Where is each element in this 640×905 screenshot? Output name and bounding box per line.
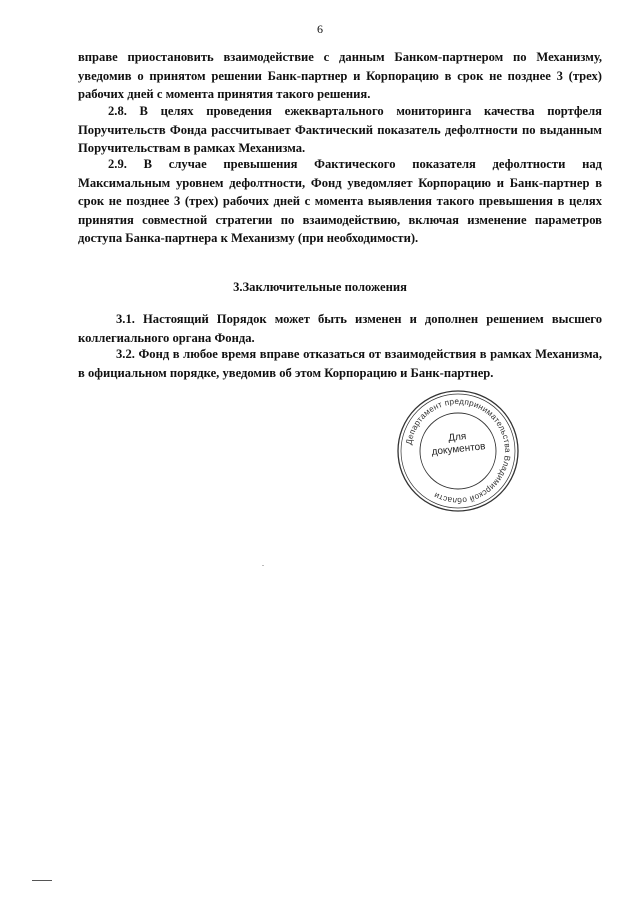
paragraph-2-8: 2.8. В целях проведения ежеквартального мониторинга качества портфеля Поручительств Фонда рассчитывает Фактический показатель дефолтности по выданным Поручительствам в рамках Механизма. <box>78 104 602 156</box>
page-number: 6 <box>317 22 323 36</box>
official-stamp <box>395 388 521 514</box>
footer-mark <box>32 880 52 881</box>
paragraph-2-9: 2.9. В случае превышения Фактического показателя дефолтности над Максимальным уровнем дефолтности, Фонд уведомляет Корпорацию и Банк-партнер в срок не позднее 3 (трех) рабочих дней с момента выявления такого превышения в целях принятия совместной стратегии по взаимодействию, включая изменение параметров доступа Банка-партнера к Механизму (при необходимости). <box>78 157 602 246</box>
stamp-center-line-2: документов <box>431 441 487 458</box>
paragraph-3-1: 3.1. Настоящий Порядок может быть изменен и дополнен решением высшего коллегиального органа Фонда. <box>78 312 602 345</box>
stamp-center-line-1: Для <box>447 431 467 444</box>
svg-text:Департамент предпринимательств: Департамент предпринимательства Владимирской области <box>404 396 513 506</box>
paragraph-continuation: вправе приостановить взаимодействие с данным Банком-партнером по Механизму, уведомив о принятом решении Банк-партнер и Корпорацию в срок не позднее 3 (трех) рабочих дней с момента принятия такого решения. <box>78 50 602 102</box>
section-3-heading: 3.Заключительные положения <box>233 280 407 294</box>
scan-speck <box>262 565 264 566</box>
paragraph-3-2: 3.2. Фонд в любое время вправе отказаться от взаимодействия в рамках Механизма, в официальном порядке, уведомив об этом Корпорацию и Банк-партнер. <box>78 347 602 380</box>
